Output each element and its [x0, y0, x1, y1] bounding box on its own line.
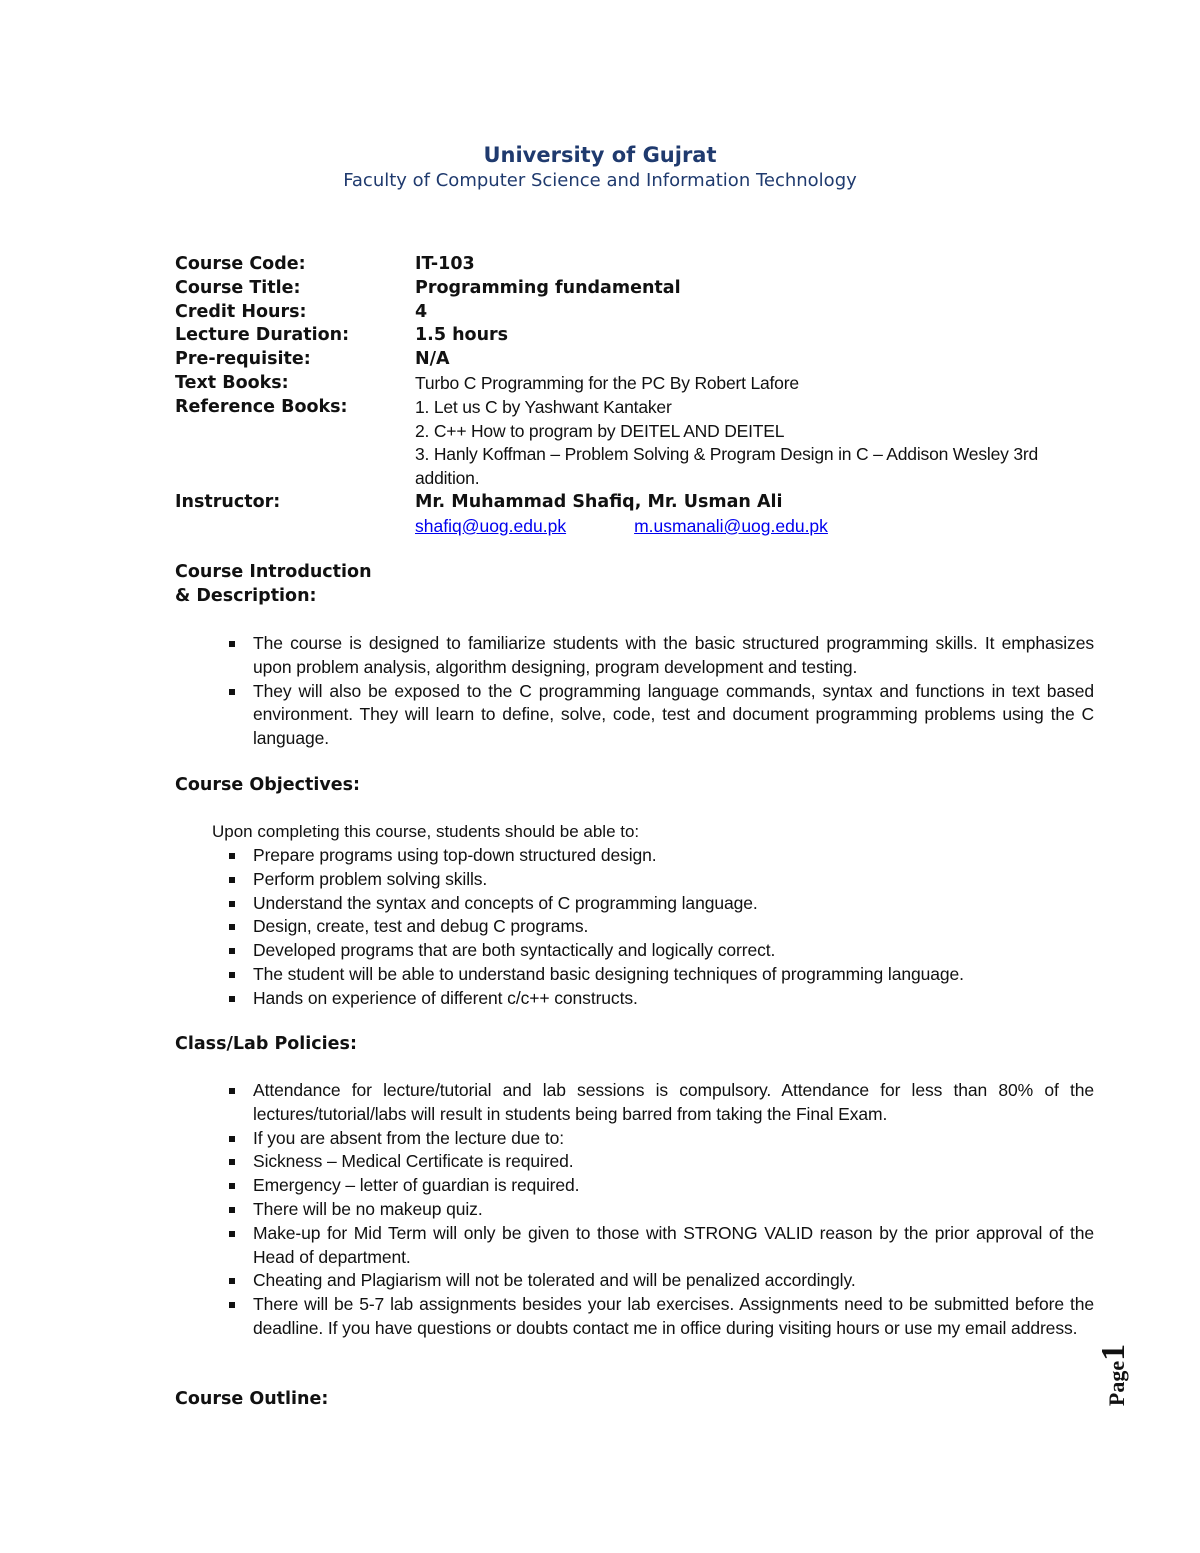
reference-book-item: 2. C++ How to program by DEITEL AND DEITEL	[415, 420, 785, 441]
list-item: Understand the syntax and concepts of C programming language.	[228, 892, 1094, 916]
credit-hours-row	[175, 301, 1095, 325]
lecture-duration-value: 1.5 hours	[415, 325, 509, 346]
list-item: They will also be exposed to the C programming language commands, syntax and functions in text based environment. They will learn to define, solve, code, test and document programming problems using the C language.	[228, 680, 1094, 751]
page-number	[1095, 1340, 1165, 1410]
instructor-label: Instructor:	[175, 491, 281, 512]
prerequisite-label: Pre-requisite:	[175, 349, 311, 370]
course-code-row	[175, 253, 1095, 277]
course-title-label: Course Title:	[175, 277, 301, 298]
instructor-details	[415, 491, 1095, 540]
prerequisite-value: N/A	[415, 349, 450, 370]
heading-line: Course Introduction	[175, 562, 372, 582]
page-number-value: 1	[1095, 1343, 1132, 1361]
class-lab-policies-heading: Class/Lab Policies:	[175, 1034, 357, 1054]
list-item: Hands on experience of different c/c++ constructs.	[228, 987, 1094, 1011]
list-item: Developed programs that are both syntactically and logically correct.	[228, 939, 1094, 963]
list-item: Perform problem solving skills.	[228, 868, 1094, 892]
course-outline-heading: Course Outline:	[175, 1389, 329, 1409]
instructor-row	[175, 491, 1095, 540]
course-code-label: Course Code:	[175, 254, 306, 274]
list-item: Prepare programs using top-down structured design.	[228, 844, 1094, 868]
email-link-shafiq[interactable]: shafiq@uog.edu.pk	[415, 515, 567, 536]
text-book-value: Turbo C Programming for the PC By Robert Lafore	[415, 372, 799, 393]
instructor-emails	[415, 515, 1095, 540]
university-title: University of Gujrat	[483, 143, 717, 167]
list-item: Cheating and Plagiarism will not be tolerated and will be penalized accordingly.	[228, 1269, 1094, 1293]
prerequisite-row	[175, 348, 1095, 372]
reference-books-list	[415, 396, 1095, 491]
list-item: Make-up for Mid Term will only be given to those with STRONG VALID reason by the prior approval of the Head of department.	[228, 1222, 1094, 1270]
list-item: The course is designed to familiarize students with the basic structured programming skills. It emphasizes upon problem analysis, algorithm designing, program development and testing.	[228, 632, 1094, 680]
lecture-duration-row	[175, 324, 1095, 348]
list-item: If you are absent from the lecture due to:	[228, 1127, 1094, 1151]
course-objectives-heading: Course Objectives:	[175, 775, 361, 795]
list-item: The student will be able to understand basic designing techniques of programming language.	[228, 963, 1094, 987]
reference-book-item: 3. Hanly Koffman – Problem Solving & Program Design in C – Addison Wesley 3rd addition.	[415, 444, 1039, 489]
list-item: There will be no makeup quiz.	[228, 1198, 1094, 1222]
introduction-bullet-list	[228, 632, 1094, 751]
reference-books-row	[175, 396, 1095, 491]
course-introduction-heading	[175, 560, 372, 608]
list-item: Emergency – letter of guardian is required.	[228, 1174, 1094, 1198]
reference-books-label: Reference Books:	[175, 396, 348, 417]
faculty-name: Faculty of Computer Science and Information Technology	[343, 170, 857, 191]
list-item: Design, create, test and debug C programs.	[228, 915, 1094, 939]
list-item: Attendance for lecture/tutorial and lab sessions is compulsory. Attendance for less than 80% of the lectures/tutorial/labs will result in students being barred from taking the Final Exam.	[228, 1079, 1094, 1127]
policies-bullet-list	[228, 1079, 1094, 1341]
list-item: There will be 5-7 lab assignments besides your lab exercises. Assignments need to be submitted before the deadline. If you have questions or doubts contact me in office during visiting hours or use my email address.	[228, 1293, 1094, 1341]
course-title-row	[175, 277, 1095, 301]
lecture-duration-label: Lecture Duration:	[175, 325, 350, 346]
heading-line: & Description:	[175, 586, 317, 606]
course-code-value: IT-103	[415, 254, 475, 274]
credit-hours-label: Credit Hours:	[175, 301, 307, 322]
course-info-table	[175, 253, 1095, 540]
page-word: Page	[1104, 1360, 1129, 1407]
objectives-bullet-list	[228, 844, 1094, 1011]
instructor-names: Mr. Muhammad Shafiq, Mr. Usman Ali	[415, 491, 783, 512]
objectives-intro: Upon completing this course, students should be able to:	[212, 822, 640, 841]
reference-book-item: 1. Let us C by Yashwant Kantaker	[415, 396, 672, 417]
email-link-usman[interactable]: m.usmanali@uog.edu.pk	[634, 515, 828, 536]
text-books-label: Text Books:	[175, 372, 289, 393]
course-title-value: Programming fundamental	[415, 277, 681, 298]
list-item: Sickness – Medical Certificate is required.	[228, 1150, 1094, 1174]
credit-hours-value: 4	[415, 301, 428, 322]
text-books-row	[175, 372, 1095, 396]
